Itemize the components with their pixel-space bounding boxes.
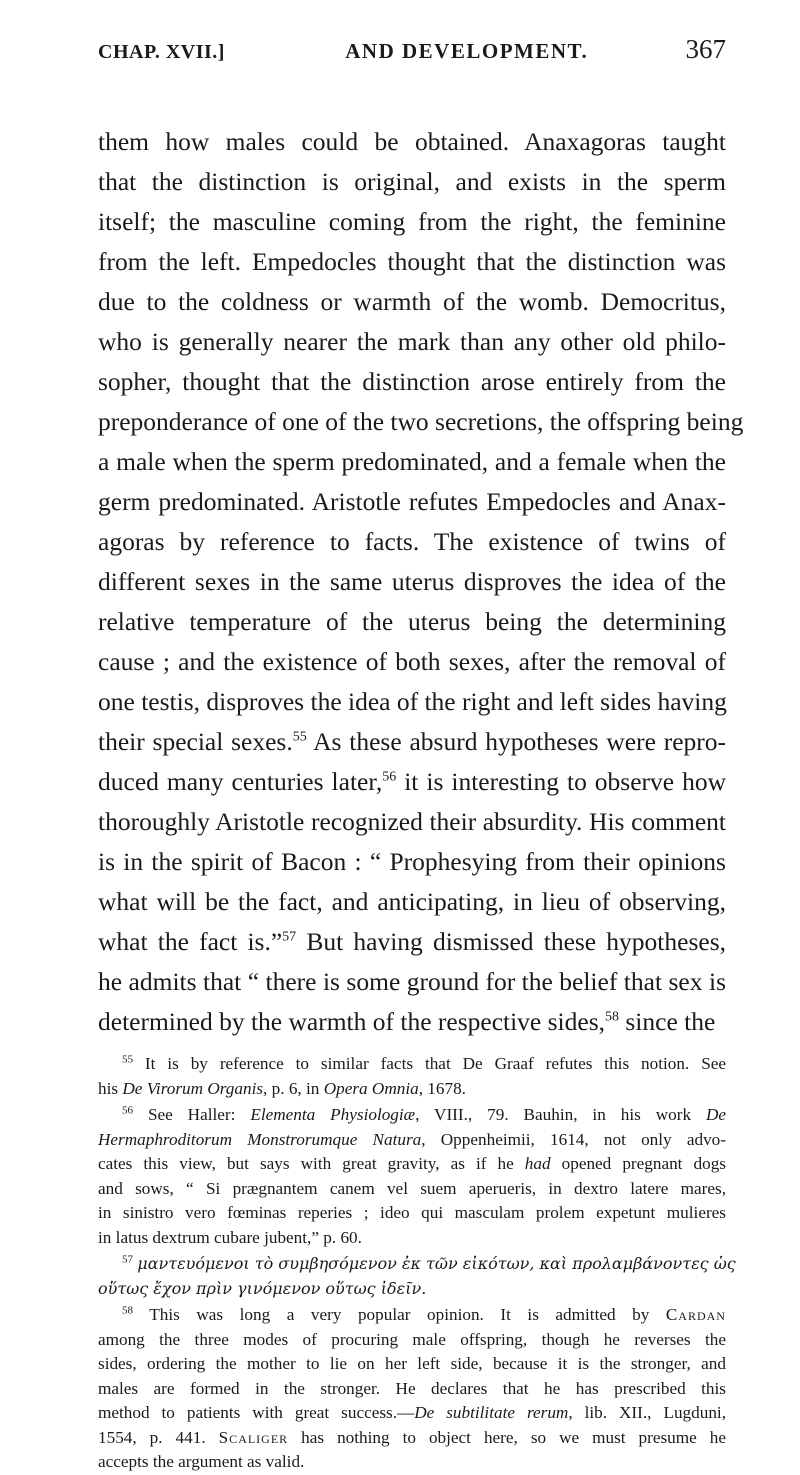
body-line: one testis, disproves the idea of the right and left sides having <box>98 687 727 716</box>
footnote-line <box>98 1103 726 1128</box>
footnote-text: , VIII., 79. Bauhin, in his work <box>415 1105 706 1124</box>
footnote-text: , p. 6, in <box>263 1078 324 1098</box>
body-line-text: But having dismissed these hypotheses, <box>306 927 726 956</box>
footnote-text: cates this view, but says with great gravity, as if he <box>98 1154 525 1173</box>
footnote-text: This was long a very popular opinion. It is admitted by <box>149 1305 666 1324</box>
footnote-line <box>98 1401 726 1426</box>
footnote-number: 56 <box>122 1104 133 1117</box>
body-text <box>98 122 744 1042</box>
body-line: different sexes in the same uterus disproves the idea of the <box>98 567 726 596</box>
footnote-57 <box>98 1252 736 1301</box>
body-line: relative temperature of the uterus being the determining <box>98 607 726 636</box>
body-line: preponderance of one of the two secretions, the offspring being <box>98 407 744 436</box>
footnote-title: De subtilitate rerum <box>414 1403 569 1422</box>
footnote-title: Elementa Physiologiæ <box>250 1105 416 1124</box>
footnote-greek: οὕτως ἔχον πρὶν γινόμενον οὕτως ἰδεῖν. <box>98 1278 427 1298</box>
body-line: from the left. Empedocles thought that the distinction was <box>98 247 726 276</box>
body-line-with-note-55 <box>98 722 726 762</box>
footnote-text: opened pregnant dogs <box>550 1154 726 1173</box>
body-line: he admits that “ there is some ground for the belief that sex is <box>98 967 726 996</box>
running-head <box>98 34 726 80</box>
footnote-line: males are formed in the stronger. He declares that he has prescribed this <box>98 1378 726 1398</box>
footnote-line <box>98 1303 726 1328</box>
footnote-line <box>98 1277 726 1302</box>
body-line-text: As these absurd hypotheses were repro- <box>313 727 727 756</box>
body-line: them how males could be obtained. Anaxagoras taught <box>98 127 726 156</box>
footnote-line: sides, ordering the mother to lie on her left side, because it is the stronger, and <box>98 1354 726 1373</box>
body-line: sopher, thought that the distinction arose entirely from the <box>98 367 726 396</box>
body-line-text: since the <box>625 1007 716 1036</box>
footnote-emphasis: had <box>524 1154 551 1173</box>
body-line-with-note-58 <box>98 1002 726 1042</box>
footnote-number: 58 <box>122 1304 133 1317</box>
footnote-text: 1554, p. 441. <box>98 1427 219 1447</box>
body-line: a male when the sperm predominated, and a female when the <box>98 447 726 476</box>
footnotes <box>98 1052 736 1475</box>
footnote-title: Opera Omnia <box>323 1078 419 1098</box>
footnote-line <box>98 1052 726 1077</box>
body-line-with-note-56 <box>98 762 726 802</box>
footnote-58 <box>98 1303 726 1475</box>
body-line: cause ; and the existence of both sexes, after the removal of <box>98 647 726 676</box>
body-line-with-note-57 <box>98 922 726 962</box>
body-line-text: what the fact is.” <box>98 927 283 956</box>
footnote-line: among the three modes of procuring male offspring, though he reverses the <box>98 1329 726 1349</box>
footnote-line <box>98 1077 726 1102</box>
footnote-text: , lib. XII., Lugduni, <box>568 1403 726 1422</box>
body-line: is in the spirit of Bacon : “ Prophesying from their opinions <box>98 847 726 876</box>
footnote-title: De Virorum Organis <box>122 1078 264 1098</box>
body-line: agoras by reference to facts. The existence of twins of <box>98 527 726 556</box>
footnote-line: in sinistro vero fœminas reperies ; ideo qui masculam prolem expetunt mulieres <box>98 1203 726 1222</box>
footnote-text: It is by reference to similar facts that De Graaf refutes this notion. See <box>144 1054 727 1073</box>
body-line: that the distinction is original, and exists in the sperm <box>98 167 726 196</box>
note-ref-58: 58 <box>605 1009 619 1025</box>
body-line: what will be the fact, and anticipating, in lieu of observing, <box>98 887 726 916</box>
note-ref-57: 57 <box>282 929 297 945</box>
footnote-author: Cardan <box>665 1305 726 1324</box>
body-line: itself; the masculine coming from the right, the feminine <box>98 207 726 236</box>
footnote-greek: μαντευόμενοι τὸ συμβησόμενον ἐκ τῶν εἰκότων, καὶ προλαμβάνοντες ὡς <box>137 1254 736 1273</box>
footnote-title: De <box>705 1105 727 1124</box>
footnote-line <box>98 1426 726 1451</box>
body-line-text: duced many centuries later, <box>98 767 383 796</box>
note-ref-55: 55 <box>292 729 307 745</box>
footnote-title: Hermaphroditorum Monstrorumque Natura <box>98 1129 422 1149</box>
running-title: AND DEVELOPMENT. <box>345 39 589 63</box>
body-line: due to the coldness or warmth of the womb. Democritus, <box>98 287 726 316</box>
footnote-line <box>98 1128 726 1153</box>
footnote-number: 57 <box>122 1253 133 1266</box>
footnote-text: has nothing to object here, so we must presume he <box>288 1427 726 1447</box>
page-number: 367 <box>685 34 726 64</box>
footnote-56 <box>98 1103 726 1250</box>
chapter-label: CHAP. XVII.] <box>98 41 225 63</box>
body-line-text: determined by the warmth of the respective sides, <box>98 1007 605 1036</box>
note-ref-56: 56 <box>382 769 397 785</box>
footnote-text: , Oppenheimii, 1614, not only advo- <box>421 1129 726 1149</box>
body-line: who is generally nearer the mark than any other old philo- <box>98 327 726 356</box>
footnote-55 <box>98 1052 726 1101</box>
footnote-line <box>98 1152 726 1177</box>
body-line: thoroughly Aristotle recognized their absurdity. His comment <box>98 807 726 836</box>
footnote-text: his <box>98 1078 123 1098</box>
footnote-text: method to patients with great success.— <box>98 1403 415 1422</box>
footnote-number: 55 <box>122 1053 133 1066</box>
footnote-text: , 1678. <box>418 1078 466 1098</box>
body-line-text: their special sexes. <box>98 727 293 756</box>
body-line: germ predominated. Aristotle refutes Empedocles and Anax- <box>98 487 726 516</box>
footnote-author: Scaliger <box>218 1427 289 1447</box>
footnote-text: See Haller: <box>147 1105 251 1124</box>
footnote-line: in latus dextrum cubare jubent,” p. 60. <box>98 1227 362 1247</box>
footnote-line: and sows, “ Si prægnantem canem vel suem aperueris, in dextro latere mares, <box>98 1178 726 1198</box>
footnote-line: accepts the argument as valid. <box>98 1452 305 1471</box>
body-line-text: it is interesting to observe how <box>404 767 727 796</box>
footnote-line <box>98 1252 736 1277</box>
